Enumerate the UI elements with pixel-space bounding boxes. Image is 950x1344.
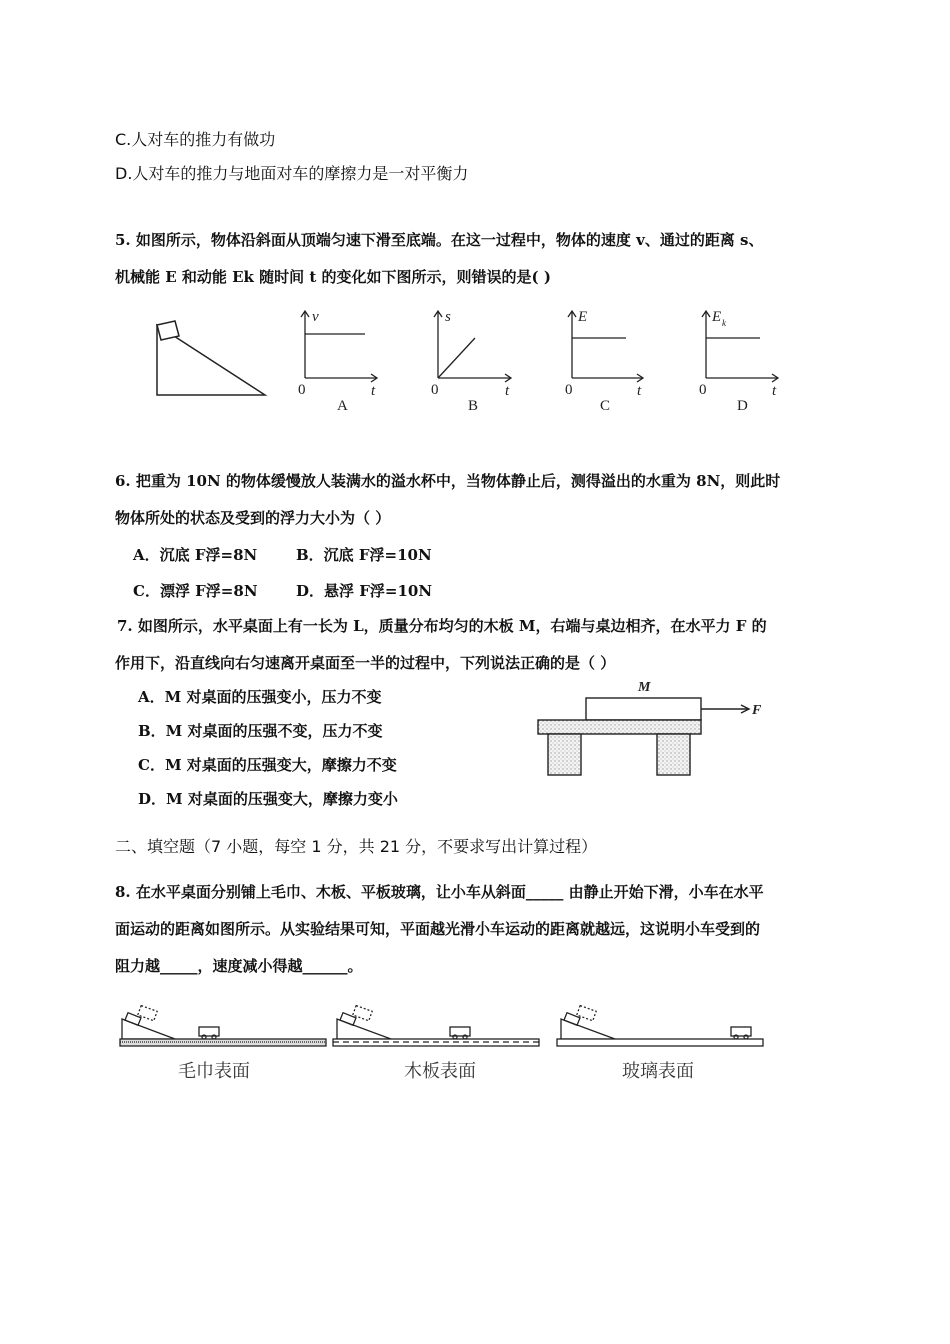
table-leg-right (657, 734, 690, 775)
label-f: F (752, 703, 762, 718)
caption-towel: 毛巾表面 (178, 1061, 250, 1082)
graph-d-xlabel: t (772, 383, 777, 399)
q4-option-d: D.人对车的推力与地面对车的摩擦力是一对平衡力 (115, 164, 469, 183)
q8-stem-line1: 8. 在水平桌面分别铺上毛巾、木板、平板玻璃，让小车从斜面_____ 由静止开始下滑，小车在水平 (115, 883, 764, 901)
graph-a-ylabel: v (312, 309, 319, 325)
wood-board (586, 698, 701, 720)
q8-surfaces-figure (115, 1005, 775, 1055)
graph-b-caption: B (468, 398, 479, 414)
graph-b-origin: 0 (431, 382, 439, 398)
q7-option-d: D．M 对桌面的压强变大，摩擦力变小 (138, 790, 398, 808)
label-m: M (638, 680, 651, 695)
graph-c-ylabel: E (578, 309, 588, 325)
graph-d-caption: D (737, 398, 748, 414)
q7-option-c: C．M 对桌面的压强变大，摩擦力不变 (138, 756, 397, 774)
q5-stem-line2: 机械能 E 和动能 Ek 随时间 t 的变化如下图所示，则错误的是( ) (115, 268, 551, 286)
q6-stem-line1: 6. 把重为 10N 的物体缓慢放人装满水的溢水杯中，当物体静止后，测得溢出的水重为 8N，则此时 (115, 472, 781, 490)
q7-option-a: A．M 对桌面的压强变小，压力不变 (138, 688, 382, 706)
graph-a-origin: 0 (298, 382, 306, 398)
q7-stem-line1: 7. 如图所示，水平桌面上有一长为 L，质量分布均匀的木板 M，右端与桌边相齐，在水平力 F 的 (117, 617, 767, 635)
q8-stem-line2: 面运动的距离如图所示。从实验结果可知，平面越光滑小车运动的距离就越远，这说明小车受到的 (115, 920, 761, 938)
caption-wood: 木板表面 (404, 1061, 476, 1082)
graph-c-origin: 0 (565, 382, 573, 398)
q6-option-d: D．悬浮 F浮=10N (296, 582, 433, 600)
graph-d-ysub: k (722, 318, 726, 328)
q6-option-c: C．漂浮 F浮=8N (133, 582, 258, 600)
graph-b-xlabel: t (505, 383, 510, 399)
graph-c-caption: C (600, 398, 611, 414)
wood-setup (333, 1006, 539, 1046)
caption-glass: 玻璃表面 (622, 1061, 694, 1082)
table-top (538, 720, 701, 734)
q6-option-a: A．沉底 F浮=8N (133, 546, 258, 564)
graph-c-xlabel: t (637, 383, 642, 399)
q6-stem-line2: 物体所处的状态及受到的浮力大小为（ ） (115, 509, 391, 527)
q7-stem-line2: 作用下，沿直线向右匀速离开桌面至一半的过程中，下列说法正确的是（ ） (115, 654, 616, 672)
table-leg-left (548, 734, 581, 775)
section-2-title: 二、填空题（7 小题，每空 1 分，共 21 分，不要求写出计算过程） (115, 837, 598, 856)
towel-setup (120, 1006, 326, 1046)
graph-d-origin: 0 (699, 382, 707, 398)
q7-option-b: B．M 对桌面的压强不变，压力不变 (138, 722, 383, 740)
q7-table-figure (530, 676, 780, 781)
q6-option-b: B．沉底 F浮=10N (296, 546, 432, 564)
graph-a-xlabel: t (371, 383, 376, 399)
graph-b-ylabel: s (445, 309, 451, 325)
glass-setup (557, 1006, 763, 1046)
graph-d-ylabel: E (712, 309, 722, 325)
graph-a-caption: A (337, 398, 348, 414)
q5-figure (140, 300, 800, 420)
q5-stem-line1: 5. 如图所示，物体沿斜面从顶端匀速下滑至底端。在这一过程中，物体的速度 v、通过的距离 s、 (115, 231, 764, 249)
q4-option-c: C.人对车的推力有做功 (115, 130, 276, 149)
q8-stem-line3: 阻力越_____，速度减小得越______。 (115, 957, 363, 975)
incline-diagram (157, 321, 265, 395)
